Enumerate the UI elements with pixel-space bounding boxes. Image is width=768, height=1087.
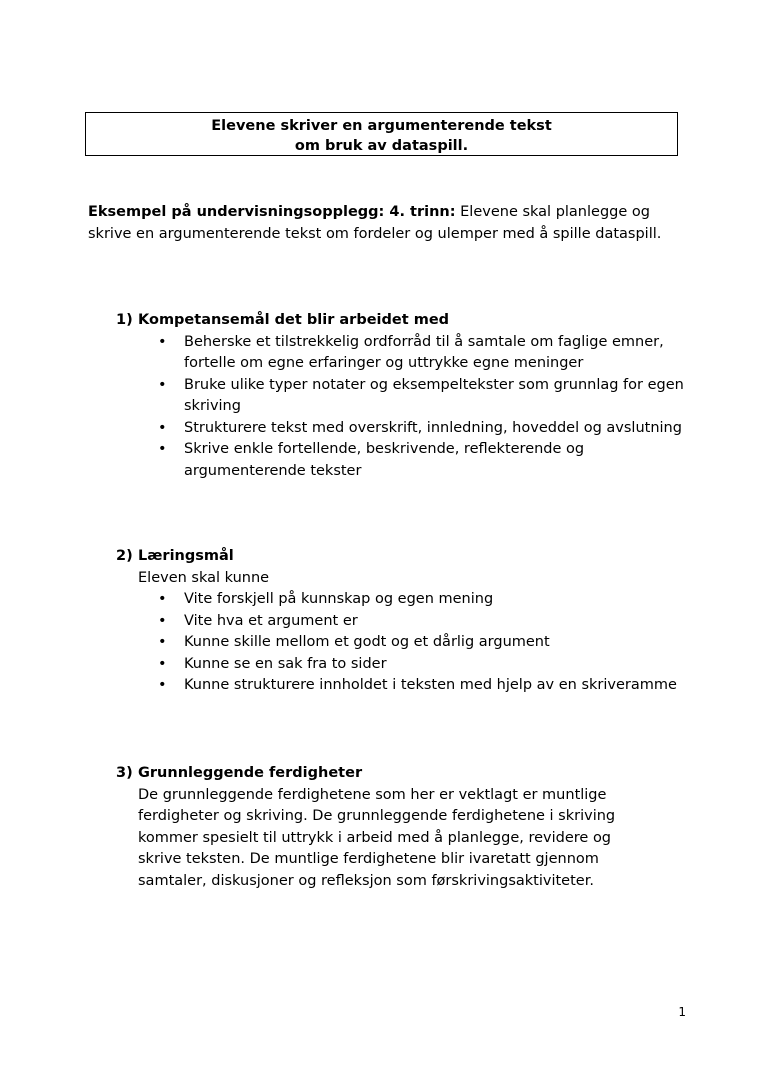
bullet-icon: •: [158, 591, 167, 607]
section-heading: [116, 546, 696, 568]
title-line-1: Elevene skriver en argumenterende tekst: [211, 118, 552, 134]
list-item: [116, 611, 684, 633]
section-title: Grunnleggende ferdigheter: [138, 765, 363, 781]
list-item-text: Kunne strukturere innholdet i teksten med hjelp av en skriveramme: [184, 677, 677, 693]
list-item: [116, 675, 684, 697]
bullet-icon: •: [158, 655, 167, 672]
list-item-text: Beherske et tilstrekkelig ordforråd til å samtale om faglige emner, fortelle om egne erfaringer og uttrykke egne meninger: [184, 333, 664, 371]
bullet-icon: •: [158, 677, 167, 693]
list-item: [116, 589, 684, 611]
bullet-icon: •: [158, 376, 167, 393]
list-item-text: Vite forskjell på kunnskap og egen mening: [184, 591, 494, 607]
section-basic-skills: [116, 763, 696, 892]
page-number: 1: [678, 1005, 686, 1019]
intro-text: Elevene skal planlegge og skrive en argumenterende tekst om fordeler og ulemper med å spille dataspill.: [88, 204, 662, 242]
section-title: Kompetansemål det blir arbeidet med: [138, 312, 450, 328]
list-item-text: Strukturere tekst med overskrift, innledning, hoveddel og avslutning: [184, 419, 682, 436]
section-heading: [116, 763, 696, 785]
section-number: 3): [116, 765, 133, 781]
section-subtitle: Eleven skal kunne: [138, 569, 270, 586]
bullet-icon: •: [158, 634, 167, 650]
list-item: [116, 439, 684, 482]
section-learning-goals: [116, 546, 696, 697]
section-heading: [116, 310, 696, 332]
list-item: [116, 418, 684, 440]
list-item: [116, 654, 684, 676]
intro-paragraph: [88, 201, 688, 245]
section-number: 1): [116, 312, 133, 328]
bullet-icon: •: [158, 441, 167, 457]
list-item-text: Skrive enkle fortellende, beskrivende, reflekterende og argumenterende tekster: [184, 441, 585, 479]
bullet-icon: •: [158, 612, 167, 629]
list-item-text: Kunne skille mellom et godt og et dårlig argument: [184, 634, 550, 650]
list-item-text: Bruke ulike typer notater og eksempeltekster som grunnlag for egen skriving: [184, 376, 684, 414]
list-item-text: Vite hva et argument er: [184, 612, 358, 629]
intro-lead: Eksempel på undervisningsopplegg: 4. trinn:: [88, 204, 456, 220]
list-item: [116, 632, 684, 654]
list-item-text: Kunne se en sak fra to sider: [184, 655, 387, 672]
section-competence-goals: [116, 310, 696, 482]
bullet-icon: •: [158, 333, 167, 350]
section-title: Læringsmål: [138, 548, 234, 564]
title-line-2: om bruk av dataspill.: [294, 138, 469, 154]
bullet-icon: •: [158, 419, 167, 436]
section-number: 2): [116, 548, 133, 564]
section-paragraph: De grunnleggende ferdighetene som her er vektlagt er muntlige ferdigheter og skriving. De grunnleggende ferdighetene i skriving kommer spesielt til uttrykk i arbeid med å planlegge, revidere og skrive teksten. De muntlige ferdighetene blir ivaretatt gjennom samtaler, diskusjoner og refleksjon som førskrivingsaktiviteter.: [138, 786, 616, 889]
list-item: [116, 375, 684, 418]
bullet-list: [116, 589, 696, 697]
title-box: [85, 112, 678, 156]
list-item: [116, 332, 684, 375]
bullet-list: [116, 332, 696, 483]
